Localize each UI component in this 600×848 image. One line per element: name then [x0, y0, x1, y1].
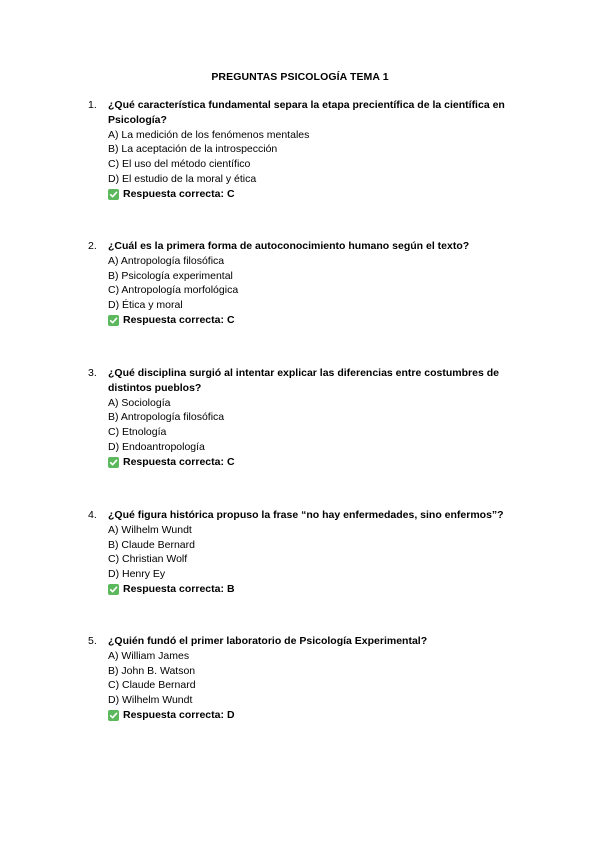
check-mark-icon: [108, 189, 119, 200]
question-5-prompt: ¿Quién fundó el primer laboratorio de Psicología Experimental?: [108, 635, 428, 647]
answer-letter: B: [226, 582, 235, 595]
question-1-number: 1.: [88, 99, 97, 111]
question-1-option-a: A) La medición de los fenómenos mentales: [108, 128, 310, 141]
question-4-option-c: C) Christian Wolf: [108, 553, 188, 566]
answer-label: Respuesta correcta:: [123, 187, 224, 200]
page-title: PREGUNTAS PSICOLOGÍA TEMA 1: [211, 71, 389, 83]
check-mark-icon: [108, 457, 119, 468]
answer-label: Respuesta correcta:: [123, 582, 224, 595]
question-1-option-c: C) El uso del método científico: [108, 158, 251, 171]
question-3-option-b: B) Antropología filosófica: [108, 411, 225, 424]
answer-letter: C: [226, 455, 235, 468]
question-2-answer: [88, 313, 528, 328]
question-4-option-d: D) Henry Ey: [108, 568, 166, 581]
answer-letter: C: [226, 313, 235, 326]
question-5-option-b: B) John B. Watson: [108, 664, 196, 677]
answer-label: Respuesta correcta:: [123, 455, 224, 468]
question-1: [88, 98, 528, 202]
question-5-option-d: D) Wilhelm Wundt: [108, 694, 193, 707]
answer-label: Respuesta correcta:: [123, 313, 224, 326]
question-1-prompt: ¿Qué característica fundamental separa la etapa precientífica de la científica en Psicología?: [108, 99, 505, 126]
question-1-option-b: B) La aceptación de la introspección: [108, 143, 278, 156]
question-4-number: 4.: [88, 509, 97, 521]
question-2: [88, 239, 528, 328]
question-3: [88, 366, 528, 470]
check-mark-icon: [108, 710, 119, 721]
question-5-number: 5.: [88, 635, 97, 647]
question-2-options: [88, 254, 528, 313]
check-mark-icon: [108, 315, 119, 326]
question-2-option-a: A) Antropología filosófica: [108, 254, 225, 267]
question-3-options: [88, 396, 528, 455]
answer-label: Respuesta correcta:: [123, 708, 224, 721]
question-1-text: [88, 98, 528, 128]
question-4-prompt: ¿Qué figura histórica propuso la frase “no hay enfermedades, sino enfermos”?: [108, 509, 504, 521]
question-4-options: [88, 523, 528, 582]
question-5-answer: [88, 708, 528, 723]
answer-letter: D: [226, 708, 235, 721]
question-3-answer: [88, 455, 528, 470]
answer-letter: C: [226, 187, 235, 200]
question-2-text: [88, 239, 528, 254]
question-2-option-d: D) Ética y moral: [108, 299, 183, 312]
question-4-answer: [88, 582, 528, 597]
question-1-options: [88, 128, 528, 187]
question-3-text: [88, 366, 528, 396]
question-1-option-d: D) El estudio de la moral y ética: [108, 172, 257, 185]
question-3-option-d: D) Endoantropología: [108, 440, 205, 453]
question-5: [88, 634, 528, 723]
question-4-option-b: B) Claude Bernard: [108, 538, 195, 551]
question-4-text: [88, 508, 528, 523]
question-5-options: [88, 649, 528, 708]
question-1-answer: [88, 187, 528, 202]
question-3-prompt: ¿Qué disciplina surgió al intentar explicar las diferencias entre costumbres de distintos pueblos?: [108, 367, 499, 394]
question-5-option-a: A) William James: [108, 649, 190, 662]
question-4: [88, 508, 528, 597]
check-mark-icon: [108, 584, 119, 595]
question-2-number: 2.: [88, 240, 97, 252]
question-3-option-c: C) Etnología: [108, 426, 167, 439]
question-3-number: 3.: [88, 367, 97, 379]
question-4-option-a: A) Wilhelm Wundt: [108, 523, 192, 536]
question-2-prompt: ¿Cuál es la primera forma de autoconocimiento humano según el texto?: [108, 240, 470, 252]
question-2-option-c: C) Antropología morfológica: [108, 284, 239, 297]
question-3-option-a: A) Sociología: [108, 396, 171, 409]
question-5-option-c: C) Claude Bernard: [108, 679, 196, 692]
question-2-option-b: B) Psicología experimental: [108, 269, 233, 282]
question-5-text: [88, 634, 528, 649]
